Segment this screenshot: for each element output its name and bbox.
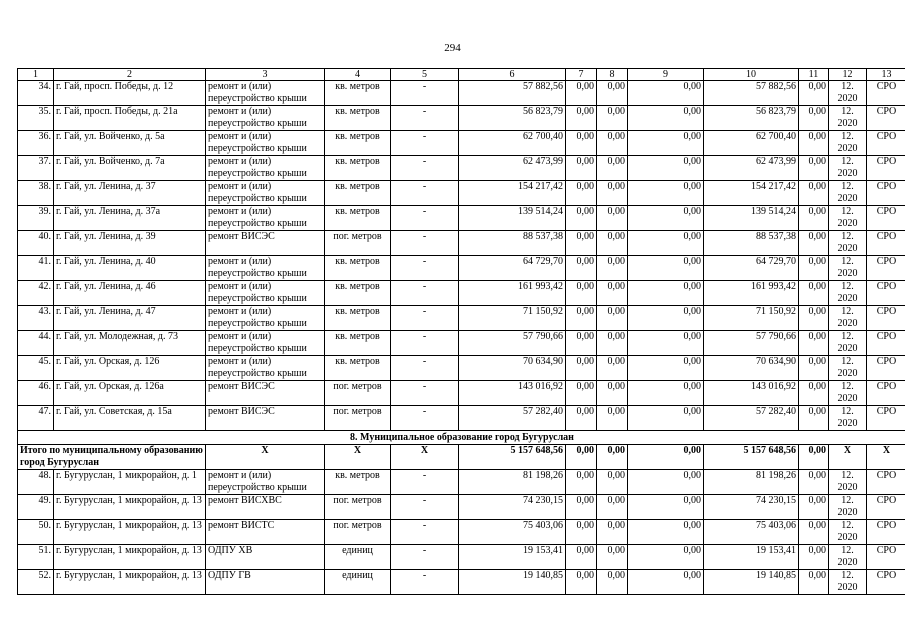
quantity-cell: - (391, 306, 459, 331)
unit-cell: кв. метров (325, 181, 391, 206)
deadline-cell: 12. 2020 (829, 495, 867, 520)
other-funds-cell: 0,00 (799, 281, 829, 306)
fund-cost-cell: 0,00 (566, 306, 597, 331)
quantity-cell: - (391, 520, 459, 545)
column-number-cell: 2 (54, 69, 206, 81)
column-number-cell: 1 (18, 69, 54, 81)
address-cell: г. Гай, ул. Молодежная, д. 73 (54, 331, 206, 356)
other-funds-cell: 0,00 (799, 545, 829, 570)
work-type-cell: ремонт и (или) переустройство крыши (206, 470, 325, 495)
unit-cell: кв. метров (325, 470, 391, 495)
owners-funds-cell: 70 634,90 (704, 356, 799, 381)
quantity-cell: - (391, 231, 459, 256)
column-number-cell: 9 (628, 69, 704, 81)
unit-cell: кв. метров (325, 256, 391, 281)
deadline-cell: 12. 2020 (829, 381, 867, 406)
fund-cost-cell: 0,00 (566, 545, 597, 570)
total-cost-cell: 75 403,06 (459, 520, 566, 545)
quantity-cell: - (391, 570, 459, 595)
budget-cost-cell: 0,00 (597, 470, 628, 495)
other-funds-cell: 0,00 (799, 381, 829, 406)
address-cell: г. Бугуруслан, 1 микрорайон, д. 13 (54, 520, 206, 545)
quantity-cell: - (391, 331, 459, 356)
quantity-cell: - (391, 545, 459, 570)
other-funds-cell: 0,00 (799, 231, 829, 256)
owners-funds-cell: 143 016,92 (704, 381, 799, 406)
fund-cost-cell: 0,00 (566, 331, 597, 356)
method-cell: СРО (867, 281, 905, 306)
fund-cost-cell: 0,00 (566, 181, 597, 206)
table-row (18, 470, 905, 495)
address-cell: г. Гай, просп. Победы, д. 21а (54, 106, 206, 131)
row-number-cell: 34. (18, 81, 54, 106)
total-cost-cell: 64 729,70 (459, 256, 566, 281)
local-budget-cell: 0,00 (628, 156, 704, 181)
quantity-cell: - (391, 156, 459, 181)
deadline-cell: 12. 2020 (829, 356, 867, 381)
row-number-cell: 48. (18, 470, 54, 495)
method-cell: СРО (867, 570, 905, 595)
quantity-cell: - (391, 206, 459, 231)
method-cell: СРО (867, 306, 905, 331)
table-row (18, 356, 905, 381)
owners-funds-cell: 19 140,85 (704, 570, 799, 595)
table-body (18, 69, 905, 595)
total-cost-cell: 57 790,66 (459, 331, 566, 356)
work-type-cell: ремонт и (или) переустройство крыши (206, 81, 325, 106)
table-row (18, 181, 905, 206)
budget-cost-cell: 0,00 (597, 281, 628, 306)
owners-funds-cell: 75 403,06 (704, 520, 799, 545)
fund-cost-cell: 0,00 (566, 231, 597, 256)
other-funds-cell: 0,00 (799, 406, 829, 431)
local-budget-cell: 0,00 (628, 520, 704, 545)
unit-cell: пог. метров (325, 231, 391, 256)
address-cell: г. Гай, ул. Орская, д. 126а (54, 381, 206, 406)
other-funds-cell: 0,00 (799, 495, 829, 520)
table-row (18, 206, 905, 231)
deadline-cell: 12. 2020 (829, 81, 867, 106)
table-row (18, 106, 905, 131)
other-funds-cell: 0,00 (799, 81, 829, 106)
column-number-cell: 8 (597, 69, 628, 81)
budget-cost-cell: 0,00 (597, 306, 628, 331)
owners-funds-cell: 88 537,38 (704, 231, 799, 256)
quantity-cell: - (391, 106, 459, 131)
owners-funds-cell: 62 473,99 (704, 156, 799, 181)
table-row (18, 495, 905, 520)
quantity-cell: - (391, 131, 459, 156)
method-cell: СРО (867, 356, 905, 381)
quantity-cell: - (391, 495, 459, 520)
row-number-cell: 35. (18, 106, 54, 131)
column-number-cell: 10 (704, 69, 799, 81)
table-row (18, 520, 905, 545)
owners-funds-cell: 62 700,40 (704, 131, 799, 156)
address-cell: г. Гай, ул. Орская, д. 126 (54, 356, 206, 381)
total-cost-cell: 62 700,40 (459, 131, 566, 156)
row-number-cell: 45. (18, 356, 54, 381)
deadline-cell: 12. 2020 (829, 331, 867, 356)
budget-cost-cell: 0,00 (597, 545, 628, 570)
method-cell: СРО (867, 231, 905, 256)
fund-cost-cell: 0,00 (566, 156, 597, 181)
total-cell: Х (206, 445, 325, 470)
fund-cost-cell: 0,00 (566, 520, 597, 545)
fund-cost-cell: 0,00 (566, 81, 597, 106)
method-cell: СРО (867, 381, 905, 406)
deadline-cell: 12. 2020 (829, 570, 867, 595)
deadline-cell: 12. 2020 (829, 406, 867, 431)
work-type-cell: ремонт ВИСТС (206, 520, 325, 545)
local-budget-cell: 0,00 (628, 306, 704, 331)
quantity-cell: - (391, 181, 459, 206)
table-row (18, 306, 905, 331)
table-row (18, 81, 905, 106)
method-cell: СРО (867, 81, 905, 106)
address-cell: г. Гай, ул. Войченко, д. 5а (54, 131, 206, 156)
budget-cost-cell: 0,00 (597, 495, 628, 520)
address-cell: г. Бугуруслан, 1 микрорайон, д. 13 (54, 495, 206, 520)
total-cell: 0,00 (799, 445, 829, 470)
unit-cell: кв. метров (325, 81, 391, 106)
local-budget-cell: 0,00 (628, 181, 704, 206)
address-cell: г. Гай, ул. Войченко, д. 7а (54, 156, 206, 181)
total-cost-cell: 154 217,42 (459, 181, 566, 206)
work-type-cell: ремонт ВИСЭС (206, 381, 325, 406)
table-row (18, 156, 905, 181)
method-cell: СРО (867, 106, 905, 131)
fund-cost-cell: 0,00 (566, 256, 597, 281)
other-funds-cell: 0,00 (799, 106, 829, 131)
total-cell: Х (391, 445, 459, 470)
unit-cell: единиц (325, 545, 391, 570)
total-cost-cell: 19 153,41 (459, 545, 566, 570)
work-type-cell: ремонт и (или) переустройство крыши (206, 156, 325, 181)
row-number-cell: 38. (18, 181, 54, 206)
fund-cost-cell: 0,00 (566, 495, 597, 520)
table-row (18, 131, 905, 156)
column-number-cell: 5 (391, 69, 459, 81)
quantity-cell: - (391, 356, 459, 381)
total-cell: 0,00 (628, 445, 704, 470)
deadline-cell: 12. 2020 (829, 206, 867, 231)
works-table (17, 68, 905, 595)
work-type-cell: ремонт и (или) переустройство крыши (206, 106, 325, 131)
owners-funds-cell: 139 514,24 (704, 206, 799, 231)
method-cell: СРО (867, 131, 905, 156)
deadline-cell: 12. 2020 (829, 231, 867, 256)
total-cost-cell: 56 823,79 (459, 106, 566, 131)
budget-cost-cell: 0,00 (597, 181, 628, 206)
column-number-cell: 11 (799, 69, 829, 81)
owners-funds-cell: 74 230,15 (704, 495, 799, 520)
total-cost-cell: 62 473,99 (459, 156, 566, 181)
deadline-cell: 12. 2020 (829, 256, 867, 281)
address-cell: г. Гай, ул. Ленина, д. 46 (54, 281, 206, 306)
unit-cell: кв. метров (325, 331, 391, 356)
owners-funds-cell: 71 150,92 (704, 306, 799, 331)
fund-cost-cell: 0,00 (566, 206, 597, 231)
work-type-cell: ремонт и (или) переустройство крыши (206, 206, 325, 231)
row-number-cell: 39. (18, 206, 54, 231)
budget-cost-cell: 0,00 (597, 231, 628, 256)
deadline-cell: 12. 2020 (829, 470, 867, 495)
total-cost-cell: 81 198,26 (459, 470, 566, 495)
other-funds-cell: 0,00 (799, 306, 829, 331)
total-cell: 0,00 (566, 445, 597, 470)
address-cell: г. Бугуруслан, 1 микрорайон, д. 13 (54, 570, 206, 595)
fund-cost-cell: 0,00 (566, 106, 597, 131)
owners-funds-cell: 57 790,66 (704, 331, 799, 356)
deadline-cell: 12. 2020 (829, 106, 867, 131)
quantity-cell: - (391, 381, 459, 406)
budget-cost-cell: 0,00 (597, 156, 628, 181)
other-funds-cell: 0,00 (799, 131, 829, 156)
work-type-cell: ремонт ВИСХВС (206, 495, 325, 520)
fund-cost-cell: 0,00 (566, 470, 597, 495)
row-number-cell: 42. (18, 281, 54, 306)
total-cost-cell: 71 150,92 (459, 306, 566, 331)
unit-cell: кв. метров (325, 206, 391, 231)
work-type-cell: ремонт и (или) переустройство крыши (206, 356, 325, 381)
local-budget-cell: 0,00 (628, 356, 704, 381)
total-cost-cell: 74 230,15 (459, 495, 566, 520)
unit-cell: пог. метров (325, 495, 391, 520)
budget-cost-cell: 0,00 (597, 331, 628, 356)
work-type-cell: ремонт и (или) переустройство крыши (206, 131, 325, 156)
total-cell: 5 157 648,56 (459, 445, 566, 470)
other-funds-cell: 0,00 (799, 331, 829, 356)
row-number-cell: 44. (18, 331, 54, 356)
total-cost-cell: 70 634,90 (459, 356, 566, 381)
column-number-cell: 6 (459, 69, 566, 81)
method-cell: СРО (867, 156, 905, 181)
local-budget-cell: 0,00 (628, 406, 704, 431)
total-cost-cell: 139 514,24 (459, 206, 566, 231)
deadline-cell: 12. 2020 (829, 545, 867, 570)
local-budget-cell: 0,00 (628, 570, 704, 595)
owners-funds-cell: 154 217,42 (704, 181, 799, 206)
section-title: 8. Муниципальное образование город Бугуруслан (18, 431, 905, 445)
local-budget-cell: 0,00 (628, 281, 704, 306)
total-cost-cell: 57 882,56 (459, 81, 566, 106)
table-row (18, 231, 905, 256)
column-number-cell: 13 (867, 69, 905, 81)
local-budget-cell: 0,00 (628, 470, 704, 495)
row-number-cell: 52. (18, 570, 54, 595)
other-funds-cell: 0,00 (799, 156, 829, 181)
method-cell: СРО (867, 181, 905, 206)
total-cell: Х (325, 445, 391, 470)
work-type-cell: ремонт ВИСЭС (206, 231, 325, 256)
local-budget-cell: 0,00 (628, 106, 704, 131)
row-number-cell: 41. (18, 256, 54, 281)
total-cost-cell: 143 016,92 (459, 381, 566, 406)
total-cost-cell: 57 282,40 (459, 406, 566, 431)
row-number-cell: 51. (18, 545, 54, 570)
owners-funds-cell: 161 993,42 (704, 281, 799, 306)
column-number-cell: 12 (829, 69, 867, 81)
budget-cost-cell: 0,00 (597, 520, 628, 545)
page-number: 294 (444, 42, 461, 54)
total-cell: 5 157 648,56 (704, 445, 799, 470)
other-funds-cell: 0,00 (799, 181, 829, 206)
method-cell: СРО (867, 495, 905, 520)
fund-cost-cell: 0,00 (566, 406, 597, 431)
fund-cost-cell: 0,00 (566, 570, 597, 595)
table-row (18, 256, 905, 281)
unit-cell: кв. метров (325, 131, 391, 156)
row-number-cell: 50. (18, 520, 54, 545)
address-cell: г. Гай, ул. Ленина, д. 39 (54, 231, 206, 256)
work-type-cell: ремонт и (или) переустройство крыши (206, 306, 325, 331)
total-cell: 0,00 (597, 445, 628, 470)
deadline-cell: 12. 2020 (829, 181, 867, 206)
unit-cell: пог. метров (325, 520, 391, 545)
work-type-cell: ремонт и (или) переустройство крыши (206, 256, 325, 281)
other-funds-cell: 0,00 (799, 256, 829, 281)
method-cell: СРО (867, 256, 905, 281)
total-cost-cell: 88 537,38 (459, 231, 566, 256)
section-heading-row (18, 431, 905, 445)
unit-cell: пог. метров (325, 406, 391, 431)
owners-funds-cell: 81 198,26 (704, 470, 799, 495)
deadline-cell: 12. 2020 (829, 281, 867, 306)
total-label: Итого по муниципальному образованию город Бугуруслан (18, 445, 206, 470)
method-cell: СРО (867, 206, 905, 231)
row-number-cell: 37. (18, 156, 54, 181)
table-row (18, 406, 905, 431)
other-funds-cell: 0,00 (799, 470, 829, 495)
address-cell: г. Гай, ул. Ленина, д. 47 (54, 306, 206, 331)
fund-cost-cell: 0,00 (566, 356, 597, 381)
row-number-cell: 46. (18, 381, 54, 406)
row-number-cell: 40. (18, 231, 54, 256)
total-cost-cell: 161 993,42 (459, 281, 566, 306)
fund-cost-cell: 0,00 (566, 131, 597, 156)
budget-cost-cell: 0,00 (597, 81, 628, 106)
deadline-cell: 12. 2020 (829, 520, 867, 545)
budget-cost-cell: 0,00 (597, 256, 628, 281)
local-budget-cell: 0,00 (628, 131, 704, 156)
local-budget-cell: 0,00 (628, 256, 704, 281)
quantity-cell: - (391, 281, 459, 306)
budget-cost-cell: 0,00 (597, 381, 628, 406)
address-cell: г. Гай, ул. Советская, д. 15а (54, 406, 206, 431)
deadline-cell: 12. 2020 (829, 306, 867, 331)
address-cell: г. Бугуруслан, 1 микрорайон, д. 13 (54, 545, 206, 570)
work-type-cell: ОДПУ ХВ (206, 545, 325, 570)
quantity-cell: - (391, 256, 459, 281)
work-type-cell: ремонт ВИСЭС (206, 406, 325, 431)
method-cell: СРО (867, 545, 905, 570)
owners-funds-cell: 57 882,56 (704, 81, 799, 106)
local-budget-cell: 0,00 (628, 331, 704, 356)
budget-cost-cell: 0,00 (597, 106, 628, 131)
work-type-cell: ремонт и (или) переустройство крыши (206, 181, 325, 206)
other-funds-cell: 0,00 (799, 356, 829, 381)
unit-cell: кв. метров (325, 306, 391, 331)
other-funds-cell: 0,00 (799, 206, 829, 231)
other-funds-cell: 0,00 (799, 570, 829, 595)
method-cell: СРО (867, 331, 905, 356)
column-number-row (18, 69, 905, 81)
total-row (18, 445, 905, 470)
table-row (18, 281, 905, 306)
budget-cost-cell: 0,00 (597, 570, 628, 595)
owners-funds-cell: 57 282,40 (704, 406, 799, 431)
row-number-cell: 36. (18, 131, 54, 156)
budget-cost-cell: 0,00 (597, 206, 628, 231)
local-budget-cell: 0,00 (628, 206, 704, 231)
budget-cost-cell: 0,00 (597, 356, 628, 381)
table-row (18, 545, 905, 570)
row-number-cell: 47. (18, 406, 54, 431)
unit-cell: кв. метров (325, 281, 391, 306)
unit-cell: кв. метров (325, 156, 391, 181)
total-cost-cell: 19 140,85 (459, 570, 566, 595)
unit-cell: кв. метров (325, 106, 391, 131)
table-row (18, 570, 905, 595)
unit-cell: кв. метров (325, 356, 391, 381)
row-number-cell: 43. (18, 306, 54, 331)
deadline-cell: 12. 2020 (829, 156, 867, 181)
quantity-cell: - (391, 81, 459, 106)
method-cell: СРО (867, 406, 905, 431)
method-cell: СРО (867, 470, 905, 495)
column-number-cell: 3 (206, 69, 325, 81)
work-type-cell: ремонт и (или) переустройство крыши (206, 331, 325, 356)
owners-funds-cell: 19 153,41 (704, 545, 799, 570)
unit-cell: единиц (325, 570, 391, 595)
method-cell: СРО (867, 520, 905, 545)
table-row (18, 331, 905, 356)
address-cell: г. Гай, ул. Ленина, д. 37а (54, 206, 206, 231)
fund-cost-cell: 0,00 (566, 381, 597, 406)
local-budget-cell: 0,00 (628, 545, 704, 570)
budget-cost-cell: 0,00 (597, 131, 628, 156)
address-cell: г. Бугуруслан, 1 микрорайон, д. 1 (54, 470, 206, 495)
deadline-cell: 12. 2020 (829, 131, 867, 156)
owners-funds-cell: 56 823,79 (704, 106, 799, 131)
budget-cost-cell: 0,00 (597, 406, 628, 431)
owners-funds-cell: 64 729,70 (704, 256, 799, 281)
row-number-cell: 49. (18, 495, 54, 520)
work-type-cell: ремонт и (или) переустройство крыши (206, 281, 325, 306)
local-budget-cell: 0,00 (628, 495, 704, 520)
unit-cell: пог. метров (325, 381, 391, 406)
quantity-cell: - (391, 470, 459, 495)
column-number-cell: 7 (566, 69, 597, 81)
address-cell: г. Гай, ул. Ленина, д. 40 (54, 256, 206, 281)
quantity-cell: - (391, 406, 459, 431)
address-cell: г. Гай, ул. Ленина, д. 37 (54, 181, 206, 206)
fund-cost-cell: 0,00 (566, 281, 597, 306)
other-funds-cell: 0,00 (799, 520, 829, 545)
local-budget-cell: 0,00 (628, 231, 704, 256)
address-cell: г. Гай, просп. Победы, д. 12 (54, 81, 206, 106)
table-row (18, 381, 905, 406)
total-cell: Х (829, 445, 867, 470)
column-number-cell: 4 (325, 69, 391, 81)
total-cell: Х (867, 445, 905, 470)
local-budget-cell: 0,00 (628, 381, 704, 406)
work-type-cell: ОДПУ ГВ (206, 570, 325, 595)
local-budget-cell: 0,00 (628, 81, 704, 106)
